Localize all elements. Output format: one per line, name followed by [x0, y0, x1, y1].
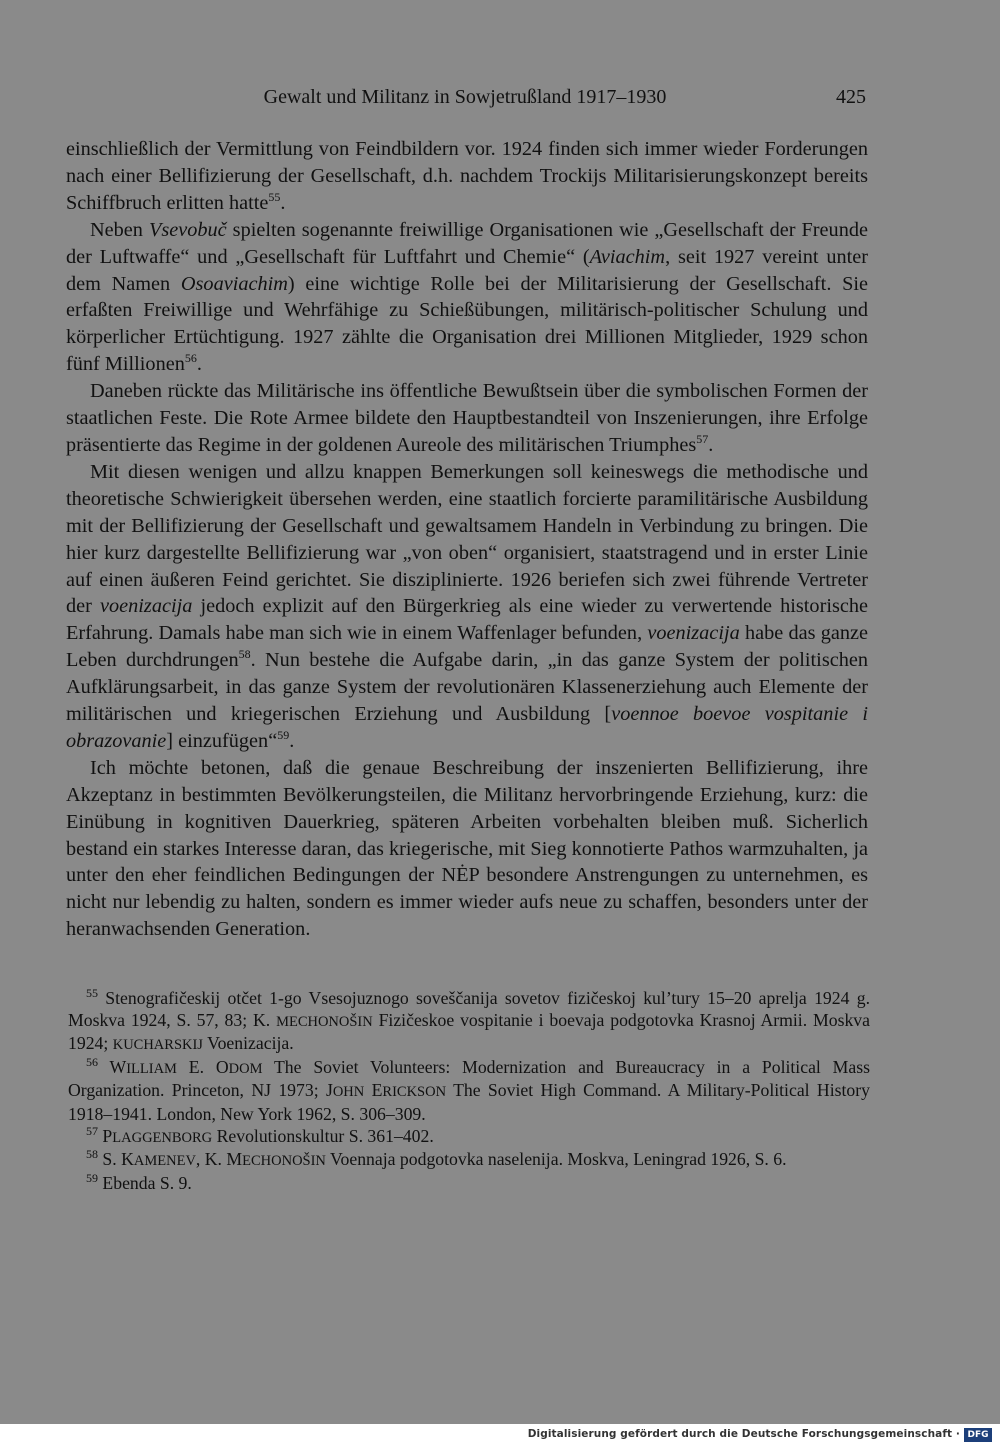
footnote-marker: 58: [86, 1147, 98, 1162]
text-run: . Nun bestehe die Aufgabe darin, „in das ganze System der politischen Aufklärungsarbeit, in das ganze System der revolutionären Klassenerziehung auch Elemente der militärischen und kriegerischen Erziehung und Ausbildung [: [66, 649, 868, 726]
text-run: The Soviet High Command. A Military-Political History 1918–1941. London, New York 1962, S. 306–309.: [68, 1080, 870, 1124]
text-run: Stenografičeskij otčet 1-go Vsesojuznogo soveščanija sovetov fizičeskoj kul’tury 15–20 aprelja 1924 g. Moskva 1924, S. 57, 83; K.: [68, 988, 870, 1030]
footnote-marker: 56: [184, 351, 197, 366]
footnote-marker: 57: [696, 432, 709, 447]
footnote: [68, 1149, 870, 1173]
text-run: .: [196, 353, 202, 376]
text-run: P: [98, 1125, 113, 1146]
italic-text: Osoaviachim: [180, 272, 288, 295]
text-run: Ebenda S. 9.: [98, 1172, 192, 1193]
body-text: [66, 136, 868, 943]
text-run: Daneben rückte das Militärische ins öffentliche Bewußtsein über die symbolischen Formen der staatlichen Feste. Die Rote Armee bildete den Hauptbestandteil von Inszenierungen, ihre Erfolge präsentierte das Regime in der goldenen Aureole des militärischen Triumphes: [66, 380, 868, 456]
text-run: W: [98, 1056, 127, 1077]
footnote: [68, 1054, 871, 1126]
small-caps-text: ILLIAM: [126, 1060, 177, 1077]
text-run: Mit diesen wenigen und allzu knappen Bemerkungen soll keineswegs die methodische und theoretische Schwierigkeit übersehen werden, eine staatlich forcierte paramilitärische Ausbildung mit der Bellifizierung der Gesellschaft und gewaltsamem Handeln in Verbindung zu bringen. Die hier kurz dargestellte Bellifizierung war „von oben“ organisiert, staatstragend und in erster Linie auf einen äußeren Feind gerichtet. Sie disziplinierte. 1926 beriefen sich zwei führende Vertreter der: [66, 460, 868, 618]
italic-text: Aviachim: [589, 245, 666, 268]
text-run: jedoch explizit auf den Bürgerkrieg als eine wieder zu verwertende historische Erfahrung. Damals habe man sich wie in einem Waffenlager befunden,: [66, 595, 868, 645]
footnote-marker: 58: [238, 647, 251, 662]
running-header-title: Gewalt und Militanz in Sowjetrußland 1917–1930: [263, 86, 667, 108]
digitization-credit-bar: [0, 1424, 1000, 1446]
dfg-logo: DFG: [964, 1428, 992, 1442]
text-run: S. K: [98, 1149, 134, 1170]
footnote: [68, 1170, 870, 1195]
footnote-marker: 56: [86, 1054, 98, 1069]
footnote-marker: 59: [86, 1170, 98, 1185]
paragraph: [66, 755, 868, 943]
dfg-credit-text: Digitalisierung gefördert durch die Deutsche Forschungsgemeinschaft ·: [527, 1428, 960, 1440]
paragraph: [66, 217, 868, 378]
small-caps-text: AMENEV: [133, 1153, 196, 1170]
text-run: Voenizacija.: [202, 1033, 294, 1054]
text-run: .: [708, 433, 714, 456]
text-run: spielten sogenannte freiwillige Organisationen wie „Gesellschaft der Freunde der Luftwaffe“ und „Gesellschaft für Luftfahrt und Chemie“ (: [66, 218, 868, 268]
text-run: E. O: [176, 1056, 229, 1077]
small-caps-text: RICKSON: [382, 1084, 447, 1101]
small-caps-text: LAGGENBORG: [112, 1129, 213, 1146]
text-run: ) eine wichtige Rolle bei der Militarisierung der Gesellschaft. Sie erfaßten Freiwillige und Wehrfähige zu Schießübungen, militärisch-politischer Schulung und körperlicher Ertüchtigung. 1927 zählte die Organisation drei Millionen Mitglieder, 1929 schon fünf Millionen: [66, 272, 869, 376]
text-run: E: [364, 1080, 383, 1101]
text-run: einschließlich der Vermittlung von Feindbildern vor. 1924 finden sich immer wieder Forderungen nach einer Bellifizierung der Gesellschaft, d.h. nachdem Trockijs Militarisierungskonzept bereits Schiffbruch erlitten hatte: [66, 138, 868, 214]
text-run: habe das ganze Leben durchdrungen: [66, 622, 868, 672]
small-caps-text: KUCHARSKIJ: [112, 1037, 203, 1054]
footnote-marker: 57: [86, 1123, 98, 1138]
text-run: ] einzufügen“: [166, 729, 278, 752]
italic-text: voenizacija: [647, 622, 740, 645]
small-caps-text: OHN: [332, 1084, 365, 1101]
paragraph: [66, 378, 868, 459]
paragraph: [66, 136, 868, 217]
text-run: .: [280, 191, 286, 214]
text-run: .: [289, 729, 295, 752]
small-caps-text: DOM: [228, 1060, 263, 1077]
small-caps-text: ECHONOŠIN: [242, 1153, 326, 1170]
small-caps-text: MECHONOŠIN: [276, 1013, 373, 1030]
footnote-marker: 59: [277, 728, 290, 743]
text-run: Ich möchte betonen, daß die genaue Beschreibung der inszenierten Bellifizierung, ihre Akzeptanz in bestimmten Bevölkerungsteilen, die Militanz hervorbringende Erziehung, kurz: die Einübung in kognitiven Dauerkrieg, späteren Arbeiten vorbehalten bleiben muß. Sicherlich bestand ein starkes Interesse daran, das kriegerische, mit Sieg konnotierte Pathos warmzuhalten, ja unter den eher feindlichen Bedingungen der NĖP besondere Anstrengungen zu unternehmen, es nicht nur lebendig zu halten, sondern es immer wieder aufs neue zu schaffen, besonders unter der heranwachsenden Generation.: [66, 756, 868, 941]
footnote: [68, 988, 870, 1057]
text-run: Revolutionskultur S. 361–402.: [212, 1125, 434, 1146]
footnotes: [68, 988, 870, 1194]
text-run: , K. M: [195, 1149, 243, 1170]
page-number: 425: [836, 86, 866, 108]
text-run: , seit 1927 vereint unter dem Namen: [66, 245, 868, 295]
italic-text: voenizacija: [100, 595, 193, 618]
text-run: Fizičeskoe vospitanie i boevaja podgotovka Krasnoj Armii. Moskva 1924;: [68, 1009, 870, 1054]
paragraph: [66, 459, 868, 755]
footnote-marker: 55: [268, 190, 281, 205]
text-run: Voennaja podgotovka naselenija. Moskva, Leningrad 1926, S. 6.: [325, 1149, 787, 1170]
footnote: [68, 1123, 870, 1150]
footnote-marker: 55: [86, 986, 98, 1001]
text-run: The Soviet Volunteers: Modernization and Bureaucracy in a Political Mass Organization. Princeton, NJ 1973; J: [68, 1056, 871, 1101]
text-run: Neben: [90, 218, 149, 241]
italic-text: voennoe boevoe vospitanie i obrazovanie: [66, 703, 868, 752]
italic-text: Vsevobuč: [148, 218, 227, 241]
